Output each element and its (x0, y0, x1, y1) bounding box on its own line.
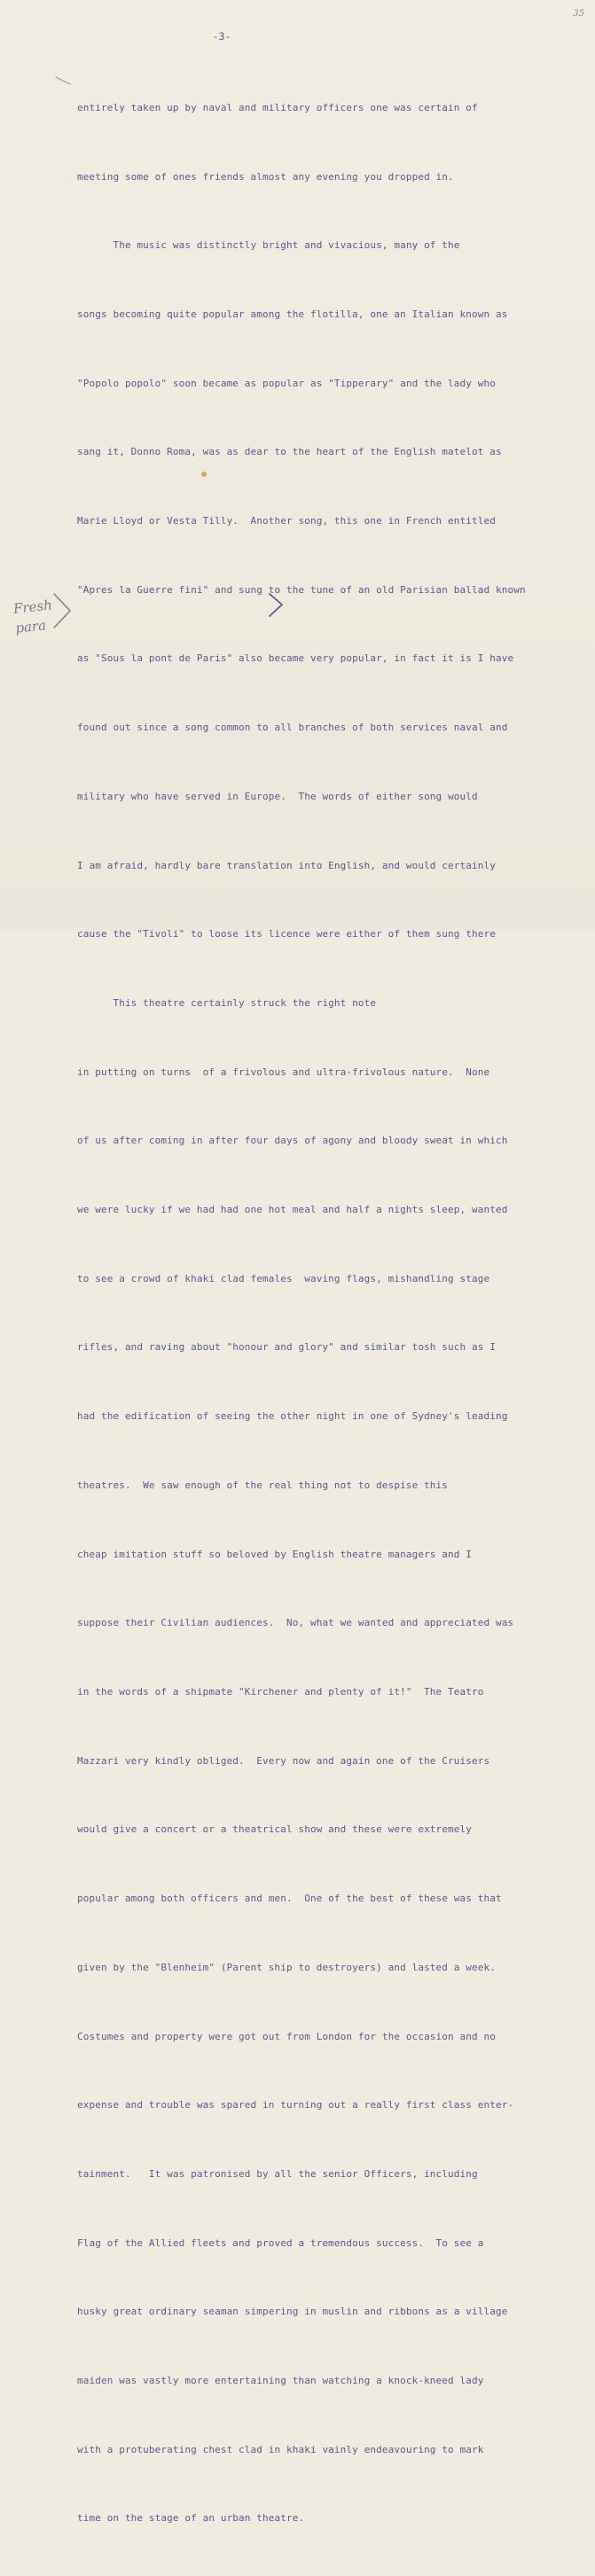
text-line: cause the "Tivoli" to loose its licence were either of them sung there (77, 928, 496, 941)
text-line: popular among both officers and men. One of the best of these was that (77, 1893, 502, 1905)
text-line: tainment. It was patronised by all the senior Officers, including (77, 2167, 478, 2180)
text-line: rifles, and raving about "honour and glory" and similar tosh such as I (77, 1341, 496, 1354)
text-line: Costumes and property were got out from London for the occasion and no (77, 2030, 496, 2042)
text-line: "Apres la Guerre fini" and sung to the tune of an old Parisian ballad known (77, 583, 526, 596)
text-line: sang it, Donno Roma, was as dear to the heart of the English matelot as (77, 446, 502, 458)
text-line: theatres. We saw enough of the real thing not to despise this (77, 1479, 449, 1491)
text-line: as "Sous la pont de Paris" also became very popular, in fact it is I have (77, 652, 514, 665)
text-line: This theatre certainly struck the right note (77, 996, 377, 1009)
text-line: to see a crowd of khaki clad females waving flags, mishandling stage (77, 1272, 490, 1284)
text-line: had the edification of seeing the other night in one of Sydney's leading (77, 1410, 508, 1423)
text-line: expense and trouble was spared in turning out a really first class enter- (77, 2099, 514, 2112)
text-line: with a protuberating chest clad in khaki vainly endeavouring to mark (77, 2443, 484, 2455)
text-line: meeting some of ones friends almost any evening you dropped in. (77, 170, 454, 183)
text-line: Mazzari very kindly obliged. Every now and again one of the Cruisers (77, 1754, 490, 1767)
text-line: "Popolo popolo" soon became as popular as "Tipperary" and the lady who (77, 377, 496, 389)
text-line: given by the "Blenheim" (Parent ship to destroyers) and lasted a week. (77, 1961, 496, 1973)
text-line: we were lucky if we had had one hot meal and half a nights sleep, wanted (77, 1204, 508, 1216)
folio-number: 35 (573, 9, 584, 19)
text-line: husky great ordinary seaman simpering in muslin and ribbons as a village (77, 2306, 508, 2318)
text-line: would give a concert or a theatrical show and these were extremely (77, 1823, 473, 1836)
margin-note-line: para (14, 617, 47, 636)
text-line: suppose their Civilian audiences. No, what we wanted and appreciated was (77, 1617, 514, 1629)
text-line: in the words of a shipmate "Kirchener and plenty of it!" The Teatro (77, 1685, 484, 1698)
margin-note-fresh-para (12, 595, 55, 637)
text-line: songs becoming quite popular among the flotilla, one an Italian known as (77, 308, 508, 320)
typescript-body (77, 51, 583, 2576)
text-line: military who have served in Europe. The words of either song would (77, 790, 478, 802)
text-line: cheap imitation stuff so beloved by English theatre managers and I (77, 1548, 473, 1560)
text-line: of us after coming in after four days of agony and bloody sweat in which (77, 1135, 508, 1147)
text-line: Flag of the Allied fleets and proved a tremendous success. To see a (77, 2236, 484, 2249)
text-line: found out since a song common to all branches of both services naval and (77, 722, 508, 734)
text-line: Marie Lloyd or Vesta Tilly. Another song, this one in French entitled (77, 515, 496, 527)
text-line: entirely taken up by naval and military officers one was certain of (77, 101, 478, 113)
page-number: -3- (212, 30, 231, 43)
margin-note-line: Fresh (12, 597, 53, 617)
text-line: time on the stage of an urban theatre. (77, 2512, 305, 2525)
text-line: I am afraid, hardly bare translation into English, and would certainly (77, 859, 496, 871)
text-line: in putting on turns of a frivolous and ultra-frivolous nature. None (77, 1066, 490, 1078)
margin-bracket-icon (51, 590, 74, 631)
text-line: maiden was vastly more entertaining than watching a knock-kneed lady (77, 2375, 484, 2387)
text-line: The music was distinctly bright and vivacious, many of the (77, 239, 460, 252)
margin-tick-icon (54, 74, 72, 87)
